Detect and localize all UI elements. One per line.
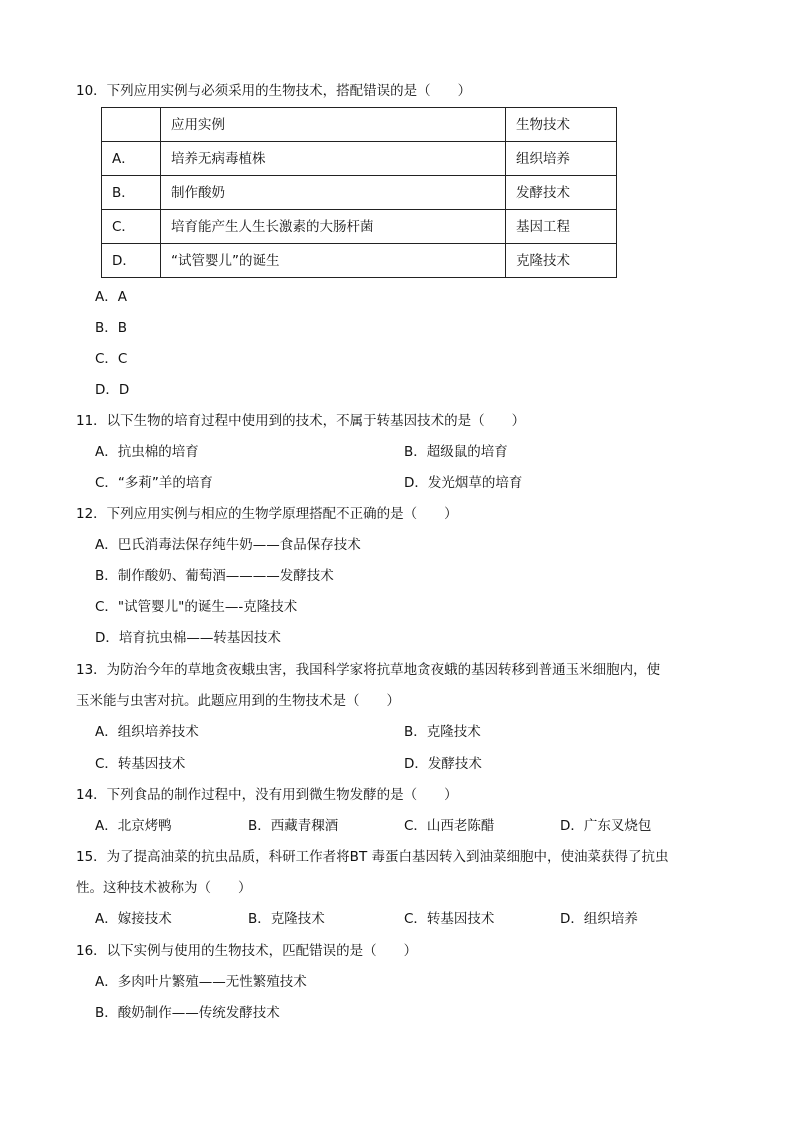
question-15-option-a: A．嫁接技术 (95, 911, 172, 927)
question-16-stem: 16．以下实例与使用的生物技术，匹配错误的是（ ） (76, 943, 418, 959)
question-15-stem-line-2: 性。这种技术被称为（ ） (76, 880, 252, 896)
question-12-stem: 12．下列应用实例与相应的生物学原理搭配不正确的是（ ） (76, 506, 458, 522)
question-13-stem-line-1: 13．为防治今年的草地贪夜蛾虫害，我国科学家将抗草地贪夜蛾的基因转移到普通玉米细胞内，使 (76, 662, 661, 678)
table-cell: B． (102, 176, 161, 210)
question-14-option-b: B．西藏青稞酒 (248, 818, 339, 834)
question-13-stem-line-2: 玉米能与虫害对抗。此题应用到的生物技术是（ ） (76, 693, 400, 709)
question-10-option-d: D．D (95, 382, 130, 398)
question-14-option-d: D．广东叉烧包 (560, 818, 652, 834)
table-cell: 基因工程 (506, 210, 617, 244)
table-cell: 组织培养 (506, 142, 617, 176)
question-13-option-b: B．克隆技术 (404, 724, 481, 740)
table-cell: 制作酸奶 (161, 176, 506, 210)
question-10-stem: 10．下列应用实例与必须采用的生物技术，搭配错误的是（ ） (76, 83, 472, 99)
table-header-cell (102, 108, 161, 142)
table-cell: 培育能产生人生长激素的大肠杆菌 (161, 210, 506, 244)
question-12-option-a: A．巴氏消毒法保存纯牛奶——食品保存技术 (95, 537, 361, 553)
question-11-option-d: D．发光烟草的培育 (404, 475, 523, 491)
table-row (102, 176, 617, 210)
question-10-option-a: A．A (95, 289, 127, 305)
question-14-option-a: A．北京烤鸭 (95, 818, 172, 834)
table-header-cell: 生物技术 (506, 108, 617, 142)
table-cell: “试管婴儿”的诞生 (161, 244, 506, 278)
question-10-option-c: C．C (95, 351, 128, 367)
question-15-stem-line-1: 15．为了提高油菜的抗虫品质，科研工作者将BT 毒蛋白基因转入到油菜细胞中，使油菜获得了抗虫 (76, 849, 669, 865)
table-header-row (102, 108, 617, 142)
question-13-option-d: D．发酵技术 (404, 756, 482, 772)
question-15-option-b: B．克隆技术 (248, 911, 325, 927)
question-12-option-b: B．制作酸奶、葡萄酒————发酵技术 (95, 568, 334, 584)
question-14-stem: 14．下列食品的制作过程中，没有用到微生物发酵的是（ ） (76, 787, 458, 803)
question-10-table (101, 107, 617, 278)
question-13-option-a: A．组织培养技术 (95, 724, 199, 740)
table-header-cell: 应用实例 (161, 108, 506, 142)
question-16-option-b: B．酸奶制作——传统发酵技术 (95, 1005, 280, 1021)
question-11-option-a: A．抗虫棉的培育 (95, 444, 199, 460)
table-row (102, 210, 617, 244)
question-16-option-a: A．多肉叶片繁殖——无性繁殖技术 (95, 974, 307, 990)
table-cell: 培养无病毒植株 (161, 142, 506, 176)
table-cell: C． (102, 210, 161, 244)
question-14-option-c: C．山西老陈醋 (404, 818, 495, 834)
question-11-option-b: B．超级鼠的培育 (404, 444, 508, 460)
table-cell: 发酵技术 (506, 176, 617, 210)
question-12-option-c: C．"试管婴儿"的诞生—-克隆技术 (95, 599, 298, 615)
question-11-option-c: C．“多莉”羊的培育 (95, 475, 213, 491)
table-cell: A． (102, 142, 161, 176)
question-10-option-b: B．B (95, 320, 128, 336)
question-15-option-d: D．组织培养 (560, 911, 638, 927)
question-15-option-c: C．转基因技术 (404, 911, 495, 927)
question-13-option-c: C．转基因技术 (95, 756, 186, 772)
table-row (102, 244, 617, 278)
question-12-option-d: D．培育抗虫棉——转基因技术 (95, 630, 281, 646)
table-cell: D． (102, 244, 161, 278)
table-row (102, 142, 617, 176)
question-11-stem: 11．以下生物的培育过程中使用到的技术，不属于转基因技术的是（ ） (76, 413, 526, 429)
table-cell: 克隆技术 (506, 244, 617, 278)
